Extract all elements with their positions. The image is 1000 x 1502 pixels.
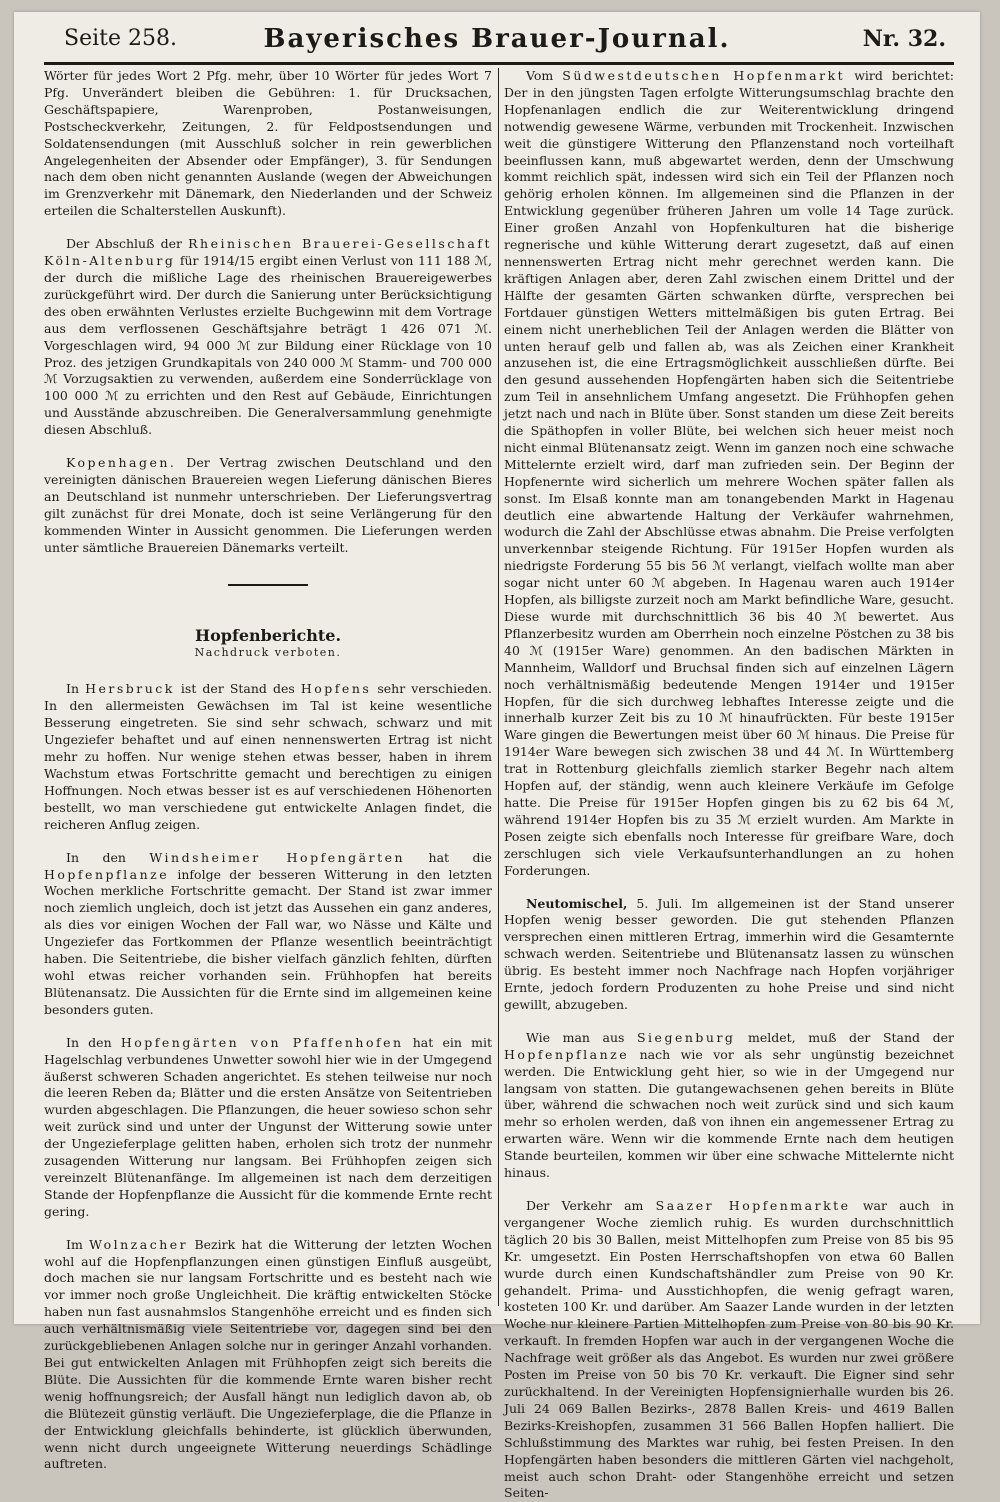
- postal-fees-paragraph: Wörter für jedes Wort 2 Pfg. mehr, über 10 Wörter für jedes Wort 7 Pfg. Unverändert bleiben die Gebühren: 1. für Drucksachen, Geschäftspapiere, Warenproben, Postanweisungen, Postscheckverkehr, Zeitungen, 2. für Feldpostsendungen und Soldatensendungen (mit Ausschluß solcher in rein gewerblichen Angelegenheiten der Absender oder Empfänger), 3. für Sendungen nach dem oben nicht genannten Auslande (wegen der Abweichungen im Grenzverkehr mit Dänemark, den Niederlanden und der Schweiz erteilen die Schalterstellen Auskunft).: [44, 68, 492, 219]
- issue-number: Nr. 32.: [862, 26, 946, 52]
- text-run: Der Vertrag zwischen Deutschland und den vereinigten dänischen Brauereien wegen Lieferung dänischen Bieres an Deutschland ist nunmehr unterschrieben. Der Lieferungsvertrag gilt zunächst für drei Monate, doch ist seine Verlängerung für den kommenden Winter in Aussicht genommen. Die Lieferungen werden unter sämtliche Brauereien Dänemarks verteilt.: [44, 455, 492, 555]
- copenhagen-paragraph: [44, 455, 492, 556]
- keyword: Hopfenpflanze: [44, 866, 170, 882]
- place-name: Hopfengärten von Pfaffenhofen: [120, 1034, 404, 1050]
- pfaffenhofen-paragraph: [44, 1035, 492, 1221]
- hersbruck-paragraph: [44, 681, 492, 833]
- page-number: Seite 258.: [64, 26, 177, 51]
- place-name: Windsheimer Hopfengärten: [149, 849, 406, 865]
- text-run: Wie man aus: [526, 1029, 625, 1045]
- southwest-market-paragraph: [504, 68, 954, 880]
- saaz-market-paragraph: [504, 1198, 954, 1502]
- text-run: hat ein mit Hagelschlag verbundenes Unwetter sowohl hier wie in der Umgegend äußerst schweren Schaden angerichtet. Es stehen teilweise nur noch die leeren Reben da; Blätter und die ersten Ansätze von Seitentrieben wurden abgeschlagen. Die Pflanzungen, die heuer sowieso schon sehr weit zurück sind und unter der Ungunst der Witterung sowie unter der Ungezieferplage gelitten haben, erholen sich trotz der nunmehr zusagenden Witterung nur langsam. Bei Frühhopfen zeigen sich vereinzelt Blütenanfänge. Im allgemeinen ist nach dem derzeitigen Stande der Hopfenpflanze die Aussicht für die kommende Ernte recht gering.: [44, 1034, 492, 1219]
- text-run: Der Abschluß der: [66, 236, 182, 252]
- left-column: [44, 68, 492, 1472]
- section-subtitle: Nachdruck verboten.: [194, 646, 342, 660]
- text-run: In den: [66, 1034, 112, 1050]
- header-rule: [44, 62, 954, 65]
- text-run: In den: [66, 849, 126, 865]
- keyword: Hopfenpflanze: [504, 1046, 630, 1062]
- newspaper-page: [14, 12, 980, 1501]
- place-name: Saazer Hopfenmarkte: [655, 1198, 851, 1213]
- text-run: meldet, muß der Stand der: [747, 1029, 954, 1045]
- text-run: Der Verkehr am: [526, 1198, 644, 1213]
- section-separator: [228, 584, 308, 586]
- wolnzach-paragraph: [44, 1237, 492, 1474]
- text-run: 5. Juli. Im allgemeinen ist der Stand unserer Hopfen wenig besser geworden. Die gut stehenden Pflanzen versprechen einen mittleren Ertrag, immerhin wird die Gesamternte schwach werden. Seitentriebe und Blütenansatz lassen zu wünschen übrig. Es besteht immer noch Nachfrage nach Hopfen vorjähriger Ernte, jedoch fordern Produzenten zu hohe Preise und sind nicht gewillt, abzugeben.: [504, 895, 954, 1012]
- text-run: infolge der besseren Witterung in den letzten Wochen merkliche Fortschritte gemacht. Der Stand ist zwar immer noch ziemlich ungleich, doch ist jetzt das Aussehen ein ganz anderes, als dies vor einigen Wochen der Fall war, wo Nässe und Kälte und Ungeziefer das Fortkommen der Pflanze wesentlich beeinträchtigt haben. Die Seitentriebe, die bisher vielfach gänzlich fehlten, dürften wohl etwas reicher vorhanden sein. Frühhopfen hat bereits Blütenansatz. Die Aussichten für die Ernte sind im allgemeinen keine besonders guten.: [44, 866, 492, 1017]
- place-name: Siegenburg: [636, 1029, 736, 1045]
- text-run: für 1914/15 ergibt einen Verlust von 111 188 ℳ, der durch die mißliche Lage des rheinischen Brauereigewerbes zurückgeführt wird. Der durch die Sanierung unter Berücksichtigung des oben erwähnten Verlustes erzielte Buchgewinn mit dem Vortrage aus dem verflossenen Geschäftsjahre beträgt 1 426 071 ℳ. Vorgeschlagen wird, 94 000 ℳ zur Bildung einer Rücklage von 10 Proz. des jetzigen Grundkapitals von 240 000 ℳ Stamm- und 700 000 ℳ Vorzugsaktien zu verwenden, außerdem eine Sonderrücklage von 100 000 ℳ zu errichten und den Rest auf Gebäude, Einrichtungen und Ausstände abzuschreiben. Die Generalversammlung genehmigte diesen Abschluß.: [44, 253, 492, 438]
- section-title: Hopfenberichte.: [194, 626, 342, 646]
- windsheim-paragraph: [44, 850, 492, 1019]
- column-divider: [498, 68, 499, 1306]
- place-name: Südwestdeutschen Hopfenmarkt: [562, 68, 846, 83]
- text-run: Vom: [526, 68, 554, 83]
- right-column: [504, 68, 954, 1501]
- text-run: Im: [66, 1236, 83, 1252]
- place-name: Neutomischel,: [526, 895, 628, 911]
- text-run: war auch in vergangener Woche ziemlich ruhig. Es wurden durchschnittlich täglich 20 bis 30 Ballen, meist Mittelhopfen zum Preise von 85 bis 95 Kr. umgesetzt. Ein Posten Herrschaftshopfen von etwa 60 Ballen wurde durch einen Kundschaftshändler zum Preise von 90 Kr. gehandelt. Prima- und Ausstichhopfen, die wenig gefragt waren, kosteten 100 Kr. und darüber. Am Saazer Lande wurden in der letzten Woche nur kleinere Partien Mittelhopfen zum Preise von 80 bis 90 Kr. verkauft. In fremden Hopfen war auch in der vergangenen Woche die Nachfrage weit größer als das Angebot. Es wurden nur zwei größere Posten im Preise von 50 bis 70 Kr. verkauft. Die Eigner sind sehr zurückhaltend. In der Vereinigten Hopfensignierhalle wurden bis 26. Juli 24 069 Ballen Bezirks-, 2878 Ballen Kreis- und 4619 Ballen Bezirks-Kreishopfen, zusammen 31 566 Ballen Hopfen halliert. Die Schlußstimmung des Marktes war ruhig, bei festen Preisen. In den Hopfengärten haben besonders die mittleren Gärten viel nachgeholt, meist auch schon Draht- oder Stangenhöhe erreicht und setzen Seiten-: [504, 1198, 954, 1501]
- text-run: nach wie vor als sehr ungünstig bezeichnet werden. Die Entwicklung geht hier, so wie in der Umgegend nur langsam von statten. Die gutangewachsenen gehen bereits in Blüte über, während die schwachen noch weit zurück sind und sich kaum mehr so erholen werden, daß von ihnen ein angemessener Ertrag zu erwarten wäre. Wenn wir die kommende Ernte nach dem heutigen Stande beurteilen, kommen wir über eine schwache Mittelernte nicht hinaus.: [504, 1046, 954, 1181]
- place-name: Kopenhagen.: [66, 455, 177, 471]
- text-run: ist der Stand des: [180, 681, 295, 697]
- text-run: sehr verschieden. In den allermeisten Gewächsen im Tal ist keine wesentliche Besserung eingetreten. Sie sind sehr schwach, schwarz und mit Ungeziefer behaftet und auf einen nennenswerten Ertrag ist nicht mehr zu hoffen. Nur wenige stehen etwas besser, haben in ihrem Wachstum etwas Fortschritte gemacht und berechtigen zu einigen Hoffnungen. Noch etwas besser ist es auf verschiedenen Höhenorten bestellt, wo man verschiedene gut entwickelte Anlagen findet, die reicheren Anflug zeigen.: [44, 681, 492, 832]
- brewery-report-paragraph: [44, 236, 492, 439]
- journal-title: Bayerisches Brauer-Journal.: [263, 24, 731, 54]
- text-run: wird berichtet: Der in den jüngsten Tagen erfolgte Witterungsumschlag brachte den Hopfenanlagen endlich die zur Weiterentwicklung dringend notwendig gewesene Wärme, verbunden mit Trockenheit. Inzwischen weit die günstigere Witterung den Pflanzenstand noch vorteilhaft beeinflussen kann, muß abgewartet werden, denn der Umschwung kommt reichlich spät, indessen wird sich ein Teil der Pflanzen noch gehörig erholen können. Im allgemeinen sind die Pflanzen in der Entwicklung gegenüber früheren Jahren um volle 14 Tage zurück. Einer großen Anzahl von Hopfenkulturen hat die bisherige regnerische und kühle Witterung derart zugesetzt, daß auf einen nennenswerten Ertrag nicht mehr gerechnet werden kann. Die kräftigen Anlagen aber, deren Zahl zwischen einem Drittel und der Hälfte der gesamten Gärten schwanken dürfte, versprechen bei Fortdauer günstigen Wetters mittelmäßigen bis guten Ertrag. Bei einem nicht unerheblichen Teil der Anlagen werden die Blätter von unten herauf gelb und fallen ab, was als Zeichen einer Krankheit anzusehen ist, die eine Ertragsmöglichkeit ausschließen dürfte. Bei den gesund aussehenden Hopfengärten haben sich die Seitentriebe zum Teil in ansehnlichem Umfang angesetzt. Die Frühhopfen gehen jetzt nach und nach in Blüte über. Sonst standen um diese Zeit bereits die Späthopfen in voller Blüte, bei welchen sich heuer meist noch nicht einmal Blütenansatz zeigt. Wenn im ganzen noch eine schwache Mittelernte erzielt wird, darf man zufrieden sein. Der Beginn der Hopfenernte wird sicherlich um mehrere Wochen später fallen als sonst. Im Elsaß konnte man am tonangebenden Markt in Hagenau deutlich eine abwartende Haltung der Verkäufer wahrnehmen, wodurch die Zahl der Abschlüsse etwas abnahm. Die Preise verfolgten unverkennbar steigende Richtung. Für 1915er Hopfen wurden als niedrigste Forderung 55 bis 56 ℳ verlangt, vielfach wollte man aber sogar nicht unter 60 ℳ abgeben. In Hagenau waren auch 1914er Hopfen, als billigste zurzeit noch am Markt befindliche Ware, gesucht. Diese wurde mit durchschnittlich 36 bis 40 ℳ bewertet. Aus Pflanzerbesitz wurden am Oberrhein noch einzelne Pöstchen zu 38 bis 40 ℳ (1915er Ware) genommen. An den badischen Märkten in Mannheim, Walldorf und Bruchsal finden sich auf einzelnen Lägern noch verhältnismäßig bedeutende Mengen 1914er und 1915er Hopfen, für die sich durchweg lebhaftes Interesse zeigte und die innerhalb kurzer Zeit bis zu 10 ℳ hinaufrückten. Für beste 1915er Ware gingen die Bewertungen meist über 60 ℳ hinaus. Die Preise für 1914er Ware bewegen sich zwischen 38 und 44 ℳ. In Württemberg trat in Rottenburg gleichfalls ziemlich starker Begehr nach altem Hopfen auf, der ständig, wenn auch kleinere Verkäufe im Gefolge hatte. Die Preise für 1915er Hopfen gingen bis zu 62 bis 64 ℳ, während 1914er Hopfen bis zu 35 ℳ erzielt wurden. Am Markte in Posen zeigte sich ebenfalls noch Interesse für greifbare Ware, doch zerschlugen sich viele Verkaufsunterhandlungen an zu hohen Forderungen.: [504, 68, 954, 878]
- neutomischel-paragraph: [504, 896, 954, 1014]
- company-name: Rheinischen Brauerei-Gesellschaft Köln-Altenburg: [44, 236, 492, 269]
- keyword: Hopfens: [300, 681, 372, 697]
- place-name: Wolnzacher: [89, 1236, 189, 1252]
- place-name: Hersbruck: [85, 681, 175, 697]
- text-run: In: [66, 681, 79, 697]
- text-run: hat die: [428, 849, 492, 865]
- text-run: Bezirk hat die Witterung der letzten Wochen wohl auf die Hopfenpflanzungen einen günstigen Einfluß ausgeübt, doch machen sie nur langsam Fortschritte und es besteht nach wie vor immer noch große Ungleichheit. Die kräftig entwickelten Stöcke haben nun fast ausnahmslos Stangenhöhe erreicht und es finden sich auch verhältnismäßig viele Seitentriebe vor, dagegen sind bei den zurückgebliebenen Anlagen solche nur in geringer Anzahl vorhanden. Bei gut entwickelten Anlagen mit Frühhopfen zeigt sich bereits die Blüte. Die Aussichten für die kommende Ernte waren bisher recht wenig hoffnungsreich; der Ausfall hängt nun lediglich davon ab, ob die Blütezeit günstig verläuft. Die Ungezieferplage, die die Pflanze in der Entwicklung gleichfalls behinderte, ist glücklich überwunden, wenn nicht durch ungeeignete Witterung neuerdings Schädlinge auftreten.: [44, 1236, 492, 1472]
- siegenburg-paragraph: [504, 1030, 954, 1182]
- page-header: [14, 12, 980, 64]
